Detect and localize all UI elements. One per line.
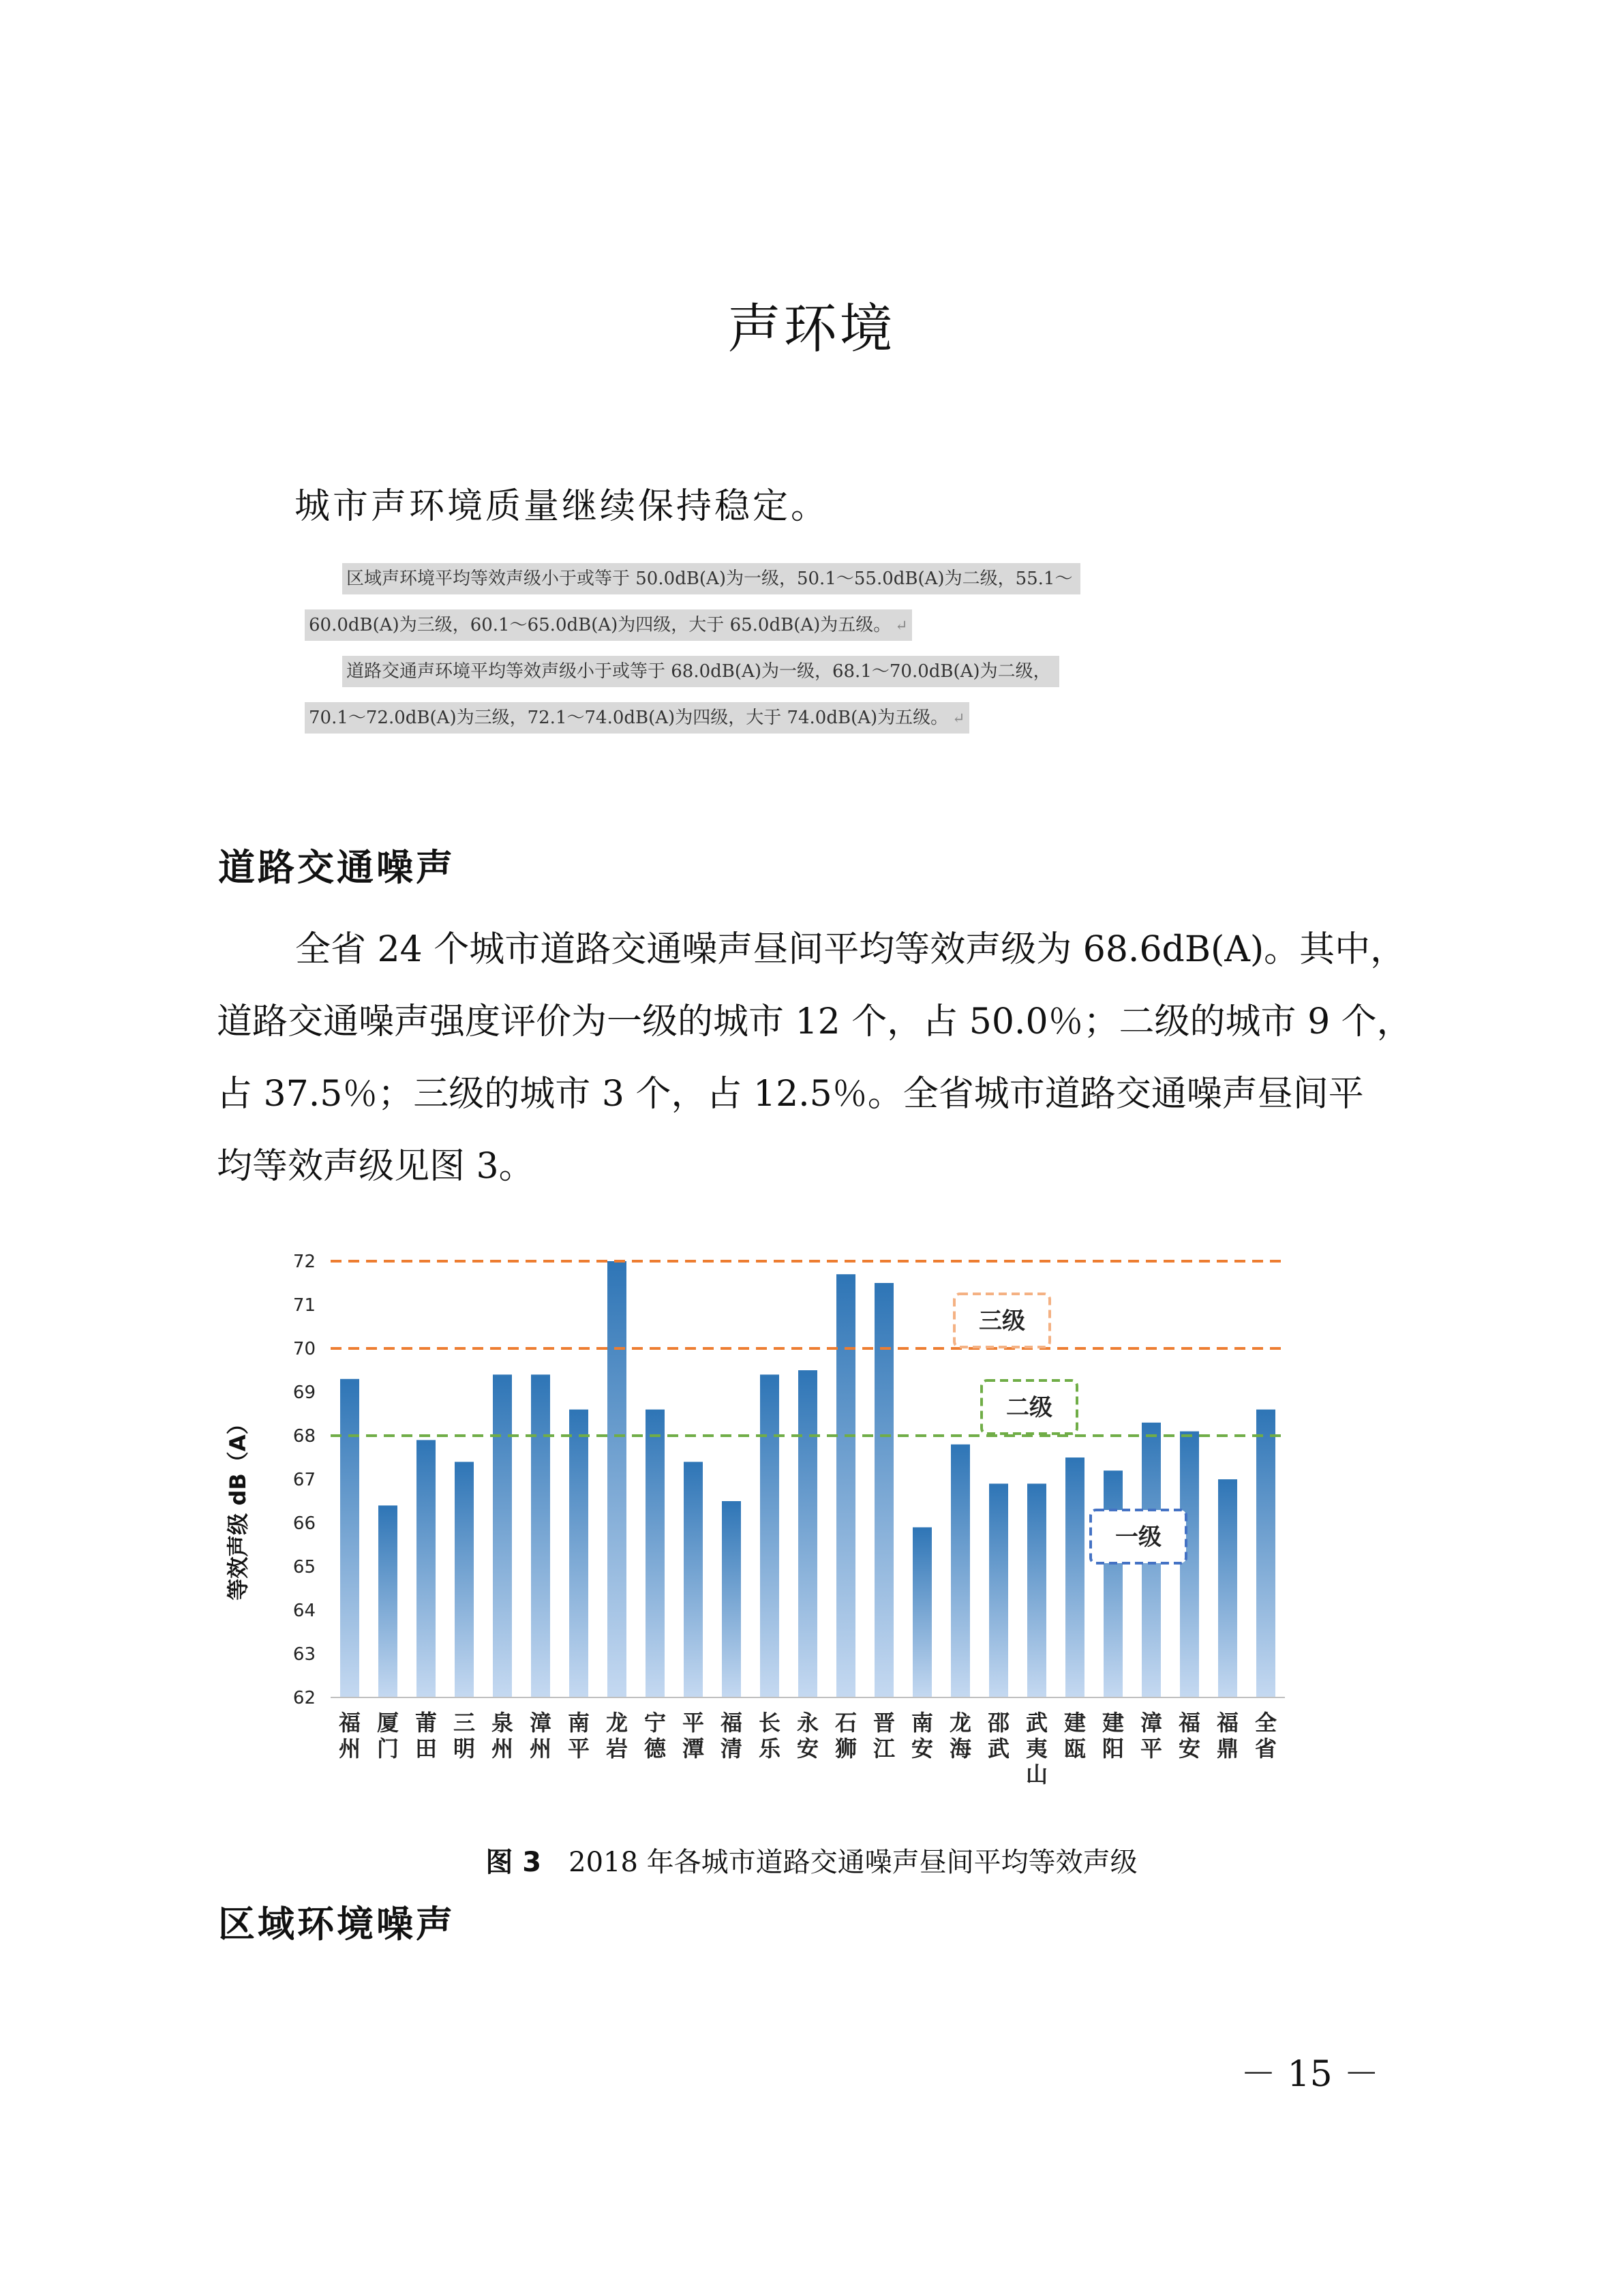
chart-bar bbox=[569, 1410, 588, 1697]
standard-note-line: 区域声环境平均等效声级小于或等于 50.0dB(A)为一级，50.1～55.0dB(A)为二级，55.1～ bbox=[342, 563, 1080, 594]
paragraph-line: 占 37.5％；三级的城市 3 个，占 12.5％。全省城市道路交通噪声昼间平 bbox=[217, 1074, 1364, 1115]
chart-bar bbox=[378, 1505, 397, 1697]
y-tick-label: 72 bbox=[292, 1252, 316, 1272]
chart-bar bbox=[340, 1379, 359, 1697]
y-tick-label: 62 bbox=[292, 1688, 316, 1708]
x-category-label: 永安 bbox=[796, 1710, 819, 1762]
y-tick-label: 71 bbox=[292, 1295, 316, 1316]
standard-note-line: 道路交通声环境平均等效声级小于或等于 68.0dB(A)为一级，68.1～70.0dB(A)为二级， bbox=[342, 656, 1059, 687]
x-category-label: 长乐 bbox=[758, 1710, 781, 1762]
x-category-label: 南平 bbox=[567, 1710, 590, 1762]
page-title: 声环境 bbox=[727, 299, 896, 360]
paragraph-line: 道路交通噪声强度评价为一级的城市 12 个，占 50.0％；二级的城市 9 个， bbox=[217, 1001, 1412, 1042]
chart-bar bbox=[989, 1483, 1008, 1697]
x-category-label: 福安 bbox=[1178, 1710, 1201, 1762]
level-label: 三级 bbox=[979, 1308, 1025, 1335]
x-category-label: 福鼎 bbox=[1216, 1710, 1239, 1762]
x-category-label: 福清 bbox=[720, 1710, 743, 1762]
level-label: 二级 bbox=[1006, 1394, 1052, 1421]
chart-bar bbox=[760, 1374, 779, 1697]
chart-bar bbox=[646, 1410, 665, 1697]
x-category-label: 南安 bbox=[911, 1710, 934, 1762]
level-label: 一级 bbox=[1115, 1524, 1162, 1551]
chart-bar bbox=[493, 1374, 512, 1697]
y-tick-label: 69 bbox=[292, 1383, 316, 1403]
x-category-label: 武夷山 bbox=[1025, 1710, 1048, 1787]
x-category-label: 厦门 bbox=[376, 1710, 399, 1762]
section-heading-area-noise: 区域环境噪声 bbox=[218, 1903, 455, 1946]
x-category-label: 邵武 bbox=[987, 1710, 1010, 1762]
page-number: － 15 － bbox=[1241, 2054, 1380, 2095]
y-tick-label: 65 bbox=[292, 1557, 316, 1577]
chart-bar bbox=[836, 1274, 855, 1697]
chart-bar bbox=[875, 1283, 894, 1697]
x-category-label: 莆田 bbox=[414, 1710, 438, 1762]
y-tick-label: 63 bbox=[292, 1644, 316, 1665]
x-category-label: 晋江 bbox=[873, 1710, 896, 1762]
y-axis-title: 等效声级 dB（A） bbox=[225, 1413, 251, 1601]
chart-bar bbox=[1180, 1432, 1199, 1697]
figure-title: 2018 年各城市道路交通噪声昼间平均等效声级 bbox=[568, 1847, 1138, 1878]
x-category-label: 福州 bbox=[338, 1710, 361, 1762]
standard-note-line: 60.0dB(A)为三级，60.1～65.0dB(A)为四级，大于 65.0dB(A)为五级。 ↵ bbox=[305, 609, 912, 641]
chart-bar bbox=[951, 1445, 970, 1697]
intro-paragraph: 城市声环境质量继续保持稳定。 bbox=[294, 486, 830, 527]
x-category-label: 龙岩 bbox=[605, 1710, 628, 1762]
chart-bar bbox=[913, 1527, 932, 1697]
chart-bar bbox=[1218, 1479, 1237, 1697]
figure-caption bbox=[0, 1841, 1623, 1879]
chart-bar bbox=[531, 1374, 550, 1697]
paragraph-line: 均等效声级见图 3。 bbox=[217, 1146, 534, 1187]
x-category-label: 石狮 bbox=[834, 1710, 858, 1762]
body-paragraph bbox=[217, 913, 1423, 1203]
x-category-label: 平潭 bbox=[682, 1710, 705, 1762]
chart-bar bbox=[1104, 1470, 1123, 1697]
chart-bar bbox=[798, 1370, 817, 1697]
y-tick-label: 66 bbox=[292, 1513, 316, 1534]
chart-bar bbox=[1027, 1483, 1046, 1697]
chart-bar bbox=[684, 1462, 703, 1697]
chart-bar bbox=[416, 1440, 436, 1697]
chart-bar bbox=[455, 1462, 474, 1697]
x-category-label: 建阳 bbox=[1102, 1710, 1125, 1762]
y-tick-label: 67 bbox=[292, 1470, 316, 1490]
x-category-label: 宁德 bbox=[643, 1710, 667, 1762]
x-category-label: 三明 bbox=[453, 1710, 476, 1762]
x-category-label: 全省 bbox=[1254, 1710, 1277, 1762]
chart-bar bbox=[1065, 1457, 1084, 1697]
noise-bar-chart bbox=[204, 1220, 1309, 1813]
paragraph-line: 全省 24 个城市道路交通噪声昼间平均等效声级为 68.6dB(A)。其中， bbox=[295, 929, 1406, 970]
standard-note-line: 70.1～72.0dB(A)为三级，72.1～74.0dB(A)为四级，大于 74.0dB(A)为五级。 ↵ bbox=[305, 702, 969, 734]
chart-bar bbox=[722, 1501, 741, 1697]
x-category-label: 建瓯 bbox=[1063, 1710, 1087, 1762]
figure-label: 图 3 bbox=[485, 1847, 542, 1878]
x-category-label: 漳平 bbox=[1140, 1710, 1163, 1762]
chart-bar bbox=[1256, 1410, 1275, 1697]
chart-bar bbox=[607, 1261, 626, 1697]
y-tick-label: 68 bbox=[292, 1426, 316, 1447]
y-tick-label: 64 bbox=[292, 1601, 316, 1621]
section-heading-road-noise: 道路交通噪声 bbox=[218, 846, 455, 889]
y-tick-label: 70 bbox=[292, 1339, 316, 1359]
x-category-label: 漳州 bbox=[529, 1710, 552, 1762]
x-category-label: 泉州 bbox=[491, 1710, 514, 1762]
x-category-label: 龙海 bbox=[949, 1710, 972, 1762]
